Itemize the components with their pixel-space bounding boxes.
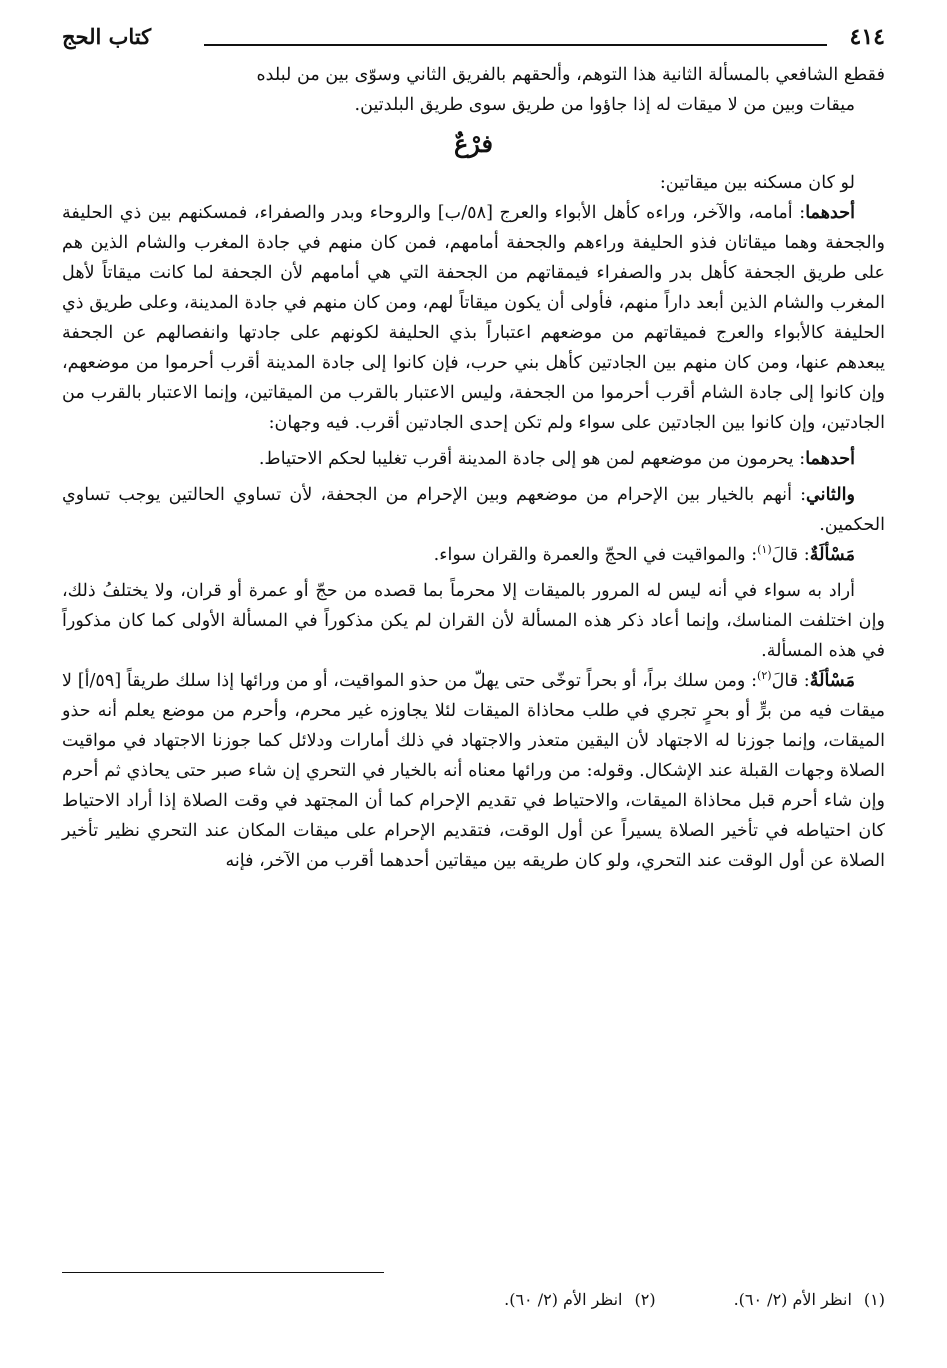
paragraph-2: لو كان مسكنه بين ميقاتين: (659, 173, 855, 193)
paragraph-6-pre: : قالَ (771, 545, 810, 565)
paragraph-3-lead: أحدهما (805, 202, 855, 223)
footnotes (62, 1286, 885, 1314)
main-text (62, 60, 885, 876)
footnote-2 (504, 1286, 655, 1314)
footnote-1-text: انظر الأم (٢/ ٦٠). (733, 1290, 852, 1309)
paragraph-1-line-1: فقطع الشافعي بالمسألة الثانية هذا التوهم، وألحقهم بالفريق الثاني وسوّى بين من لبلده (256, 65, 885, 85)
footnote-1-number: (١) (863, 1290, 885, 1309)
paragraph-8 (62, 666, 885, 876)
footnote-1 (734, 1286, 885, 1314)
paragraph-1-line-2: ميقات وبين من لا ميقات له إذا جاؤوا من طريق سوى طريق البلدتين. (354, 95, 855, 115)
footnote-separator (62, 1272, 384, 1273)
page-header (62, 20, 885, 60)
paragraph-4 (62, 444, 885, 474)
paragraph-4-text: : يحرمون من موضعهم لمن هو إلى جادة المدينة أقرب تغليبا لحكم الاحتياط. (258, 449, 806, 469)
footnote-2-text: انظر الأم (٢/ ٦٠). (504, 1290, 623, 1309)
paragraph-7: أراد به سواء في أنه ليس له المرور بالميقات إلا محرماً بما قصده من حجّ أو عمرة أو قران، ولا يختلفُ ذلك، وإن اختلفت المناسك، وإنما أعاد ذكر هذه المسألة لأن القران لم يكن مذكوراً في المسألة الأولى كما كان مذكوراً في هذه المسألة. (62, 581, 885, 661)
section-heading: فرْعٌ (453, 129, 494, 158)
book-page (62, 20, 885, 1348)
paragraph-3-text: : أمامه، والآخر، وراءه كأهل الأبواء والعرج [٥٨/ب] والروحاء وبدر والصفراء، فمسكنهم بين ذي الحليفة والجحفة وهما ميقاتان فذو الحليفة وراءهم والجحفة أمامهم، فمن كان منهم في جادة المغرب والشام الذين هم على طريق الجحفة كأهل بدر والصفراء فيمقاتهم من الجحفة التي هي أمامهم لأن الجحفة لما كانت ميقاتاً لأهل المغرب والشام الذين أبعد داراً منهم، فأولى أن يكون ميقاتاً لهم، ومن كان منهم في جادة المدينة، وعلى طريق ذي الحليفة كالأبواء والعرج فميقاتهم من موضعهم اعتباراً بذي الحليفة لكونهم على جادتها وانفصالهم عن الجحفة يبعدهم عنها، ومن كان منهم بين الجادتين كأهل بني حرب، فإن كانوا إلى جادة المدينة أقرب أحرموا من موضعهم، وإن كانوا إلى جادة الشام أقرب أحرموا من الجحفة، وليس الاعتبار بالقرب من الميقاتين، وإنما الاعتبار بالقرب من الجادتين، وإن كانوا بين الجادتين على سواء ولم تكن إحدى الجادتين أقرب. فيه وجهان: (62, 203, 885, 433)
running-title: كتاب الحج (62, 24, 152, 49)
paragraph-6 (62, 540, 885, 570)
footnote-ref-2: (٢) (757, 669, 772, 683)
paragraph-6-text: : والمواقيت في الحجّ والعمرة والقران سواء. (433, 545, 758, 565)
paragraph-8-pre: : قالَ (771, 671, 810, 691)
paragraph-8-text: : ومن سلك براً، أو بحراً توخّى حتى يهلّ من حذو المواقيت، أو من ورائها إذا سلك طريقاً [٥٩/أ] لا ميقات فيه من برٍّ أو بحرٍ تجري في طلب محاذاة الميقات لئلا يجاوزه غير محرم، وأحرم من موضع يعلم أنه حذو الميقات، وإنما جوزنا له الاجتهاد لأن اليقين متعذر والاجتهاد في ذلك أمارات ودلائل كما جوزنا الاجتهاد في مواقيت الصلاة وجهات القبلة عند الإشكال. وقوله: من ورائها معناه أنه بالخيار في التحري إن شاء صبر حتى يحاذي ثم أحرم وإن شاء أحرم قبل محاذاة الميقات، والاحتياط في تقديم الإحرام كما أن المجتهد في وقت الصلاة إذا أراد الاحتياط كان احتياطه في تأخير الصلاة يسيراً عن أول الوقت، فتقديم الإحرام على ميقات المكان عند التحري نظير تأخير الصلاة عن أول الوقت عند التحري، ولو كان طريقه بين ميقاتين أحدهما أقرب من الآخر، فإنه (62, 671, 885, 871)
page-number: ٤١٤ (849, 24, 885, 50)
footnote-2-number: (٢) (634, 1290, 656, 1309)
header-rule (204, 44, 827, 46)
paragraph-5-text: : أنهم بالخيار بين الإحرام من موضعهم وبين الإحرام من الجحفة، لأن تساوي الحالتين يوجب تساوي الحكمين. (62, 485, 885, 535)
paragraph-3 (62, 198, 885, 438)
paragraph-4-lead: أحدهما (805, 448, 855, 469)
footnote-ref-1: (١) (757, 543, 772, 557)
paragraph-5 (62, 480, 885, 540)
paragraph-8-lead: مَسْألَةٌ (809, 670, 856, 691)
paragraph-6-lead: مَسْألَةٌ (809, 544, 855, 565)
paragraph-5-lead: والثاني (806, 484, 855, 505)
